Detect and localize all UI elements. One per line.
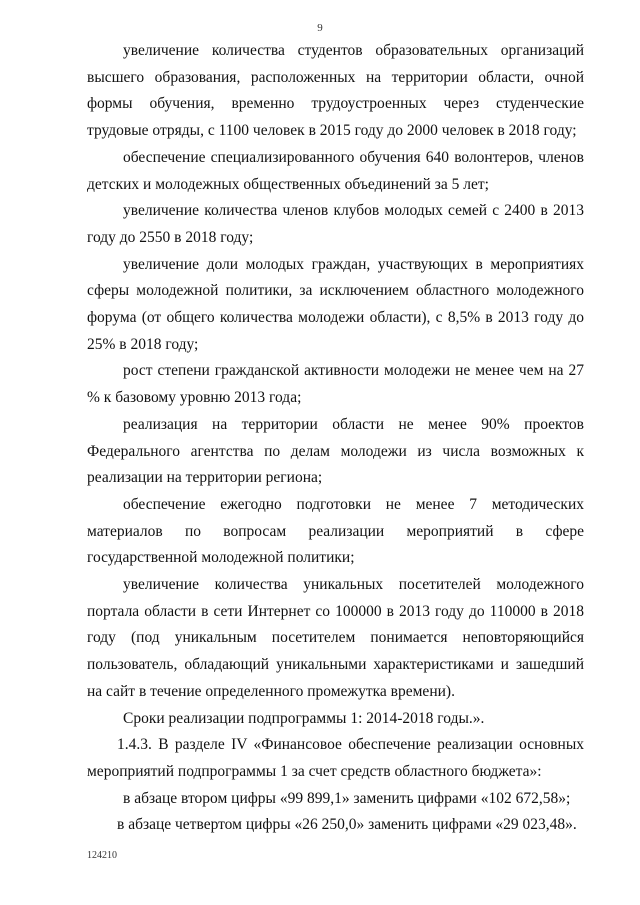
paragraph-students: увеличение количества студентов образовательных организаций высшего образования, расположенных на территории области, очной формы обучения, временно трудоустроенных через студенческие трудовые отряды, с 1100 человек в 2015 году до 2000 человек в 2018 году;	[87, 42, 584, 140]
page-number: 9	[317, 22, 323, 34]
paragraph-amendment-fourth: в абзаце четвертом цифры «26 250,0» заменить цифрами «29 023,48».	[117, 816, 577, 834]
paragraph-amendment-second: в абзаце втором цифры «99 899,1» заменить цифрами «102 672,58»;	[123, 789, 571, 807]
paragraph-youth-share: увеличение доли молодых граждан, участвующих в мероприятиях сферы молодежной политики, за исключением областного молодежного форума (от общего количества молодежи области), с 8,5% в 2013 году до 25% в 2018 году;	[87, 255, 584, 353]
paragraph-young-families: увеличение количества членов клубов молодых семей с 2400 в 2013 году до 2550 в 2018 году;	[87, 202, 584, 246]
document-body	[87, 38, 584, 839]
paragraph-implementation-period: Сроки реализации подпрограммы 1: 2014-2018 годы.».	[123, 709, 485, 727]
paragraph-federal-projects: реализация на территории области не менее 90% проектов Федерального агентства по делам молодежи из числа возможных к реализации на территории региона;	[87, 415, 584, 487]
paragraph-volunteers: обеспечение специализированного обучения 640 волонтеров, членов детских и молодежных общественных объединений за 5 лет;	[87, 148, 584, 193]
document-code: 124210	[87, 850, 117, 861]
paragraph-methodical-materials: обеспечение ежегодно подготовки не менее 7 методических материалов по вопросам реализации мероприятий в сфере государственной молодежной политики;	[87, 495, 584, 567]
paragraph-portal-visitors: увеличение количества уникальных посетителей молодежного портала области в сети Интернет со 100000 в 2013 году до 110000 в 2018 году (под уникальным посетителем понимается неповторяющийся пользователь, обладающий уникальными характеристиками и зашедший на сайт в течение определенного промежутка времени).	[87, 576, 584, 700]
paragraph-civic-activity: рост степени гражданской активности молодежи не менее чем на 27 % к базовому уровню 2013 года;	[87, 362, 584, 407]
paragraph-section-iv: 1.4.3. В разделе IV «Финансовое обеспечение реализации основных мероприятий подпрограммы 1 за счет средств областного бюджета»:	[87, 736, 584, 780]
